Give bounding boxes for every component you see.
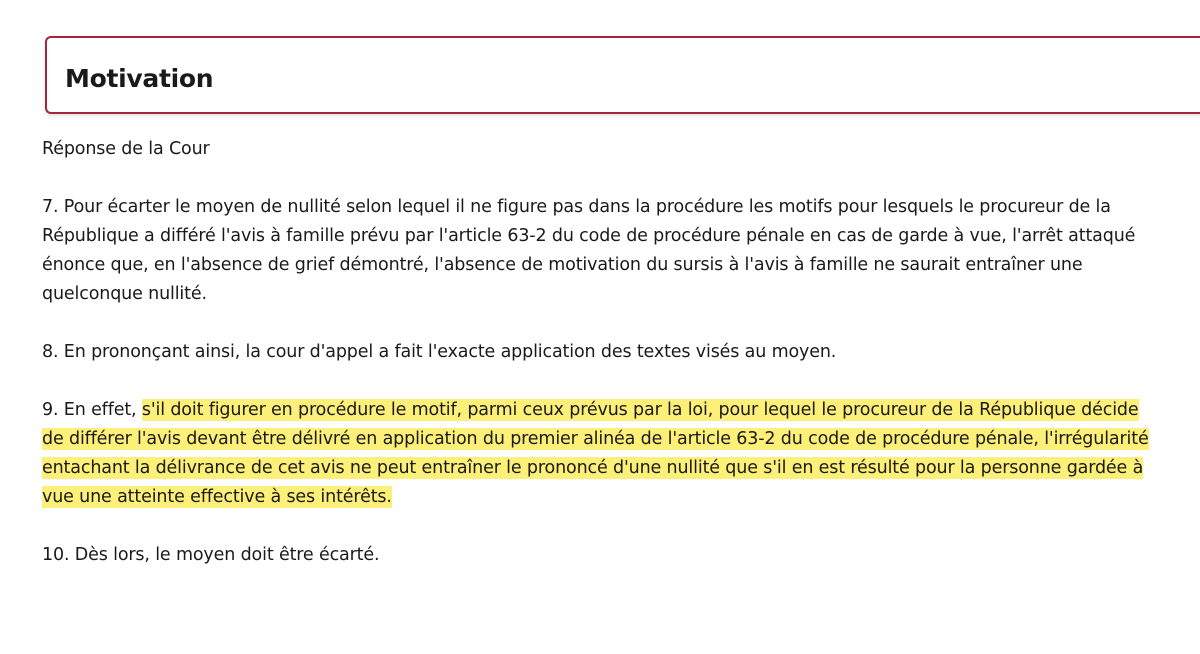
document-body [42,135,1152,599]
section-header [45,36,1200,114]
subtitle: Réponse de la Cour [42,139,210,159]
paragraph-9-prefix: 9. En effet, [42,400,142,420]
paragraph-10: 10. Dès lors, le moyen doit être écarté. [42,545,380,565]
paragraph-7: 7. Pour écarter le moyen de nullité selon lequel il ne figure pas dans la procédure les motifs pour lesquels le procureur de la République a différé l'avis à famille prévu par l'article 63-2 du code de procédure pénale en cas de garde à vue, l'arrêt attaqué énonce que, en l'absence de grief démontré, l'absence de motivation du sursis à l'avis à famille ne saurait entraîner une quelconque nullité. [42,197,1136,304]
paragraph-9 [42,396,1152,512]
paragraph-8: 8. En prononçant ainsi, la cour d'appel a fait l'exacte application des textes visés au moyen. [42,342,837,362]
section-title: Motivation [65,64,214,93]
highlighted-passage: s'il doit figurer en procédure le motif, parmi ceux prévus par la loi, pour lequel le procureur de la République décide de différer l'avis devant être délivré en application du premier alinéa de l'article 63-2 du code de procédure pénale, l'irrégularité entachant la délivrance de cet avis ne peut entraîner le prononcé d'une nullité que s'il en est résulté pour la personne gardée à vue une atteinte effective à ses intérêts. [42,400,1149,507]
